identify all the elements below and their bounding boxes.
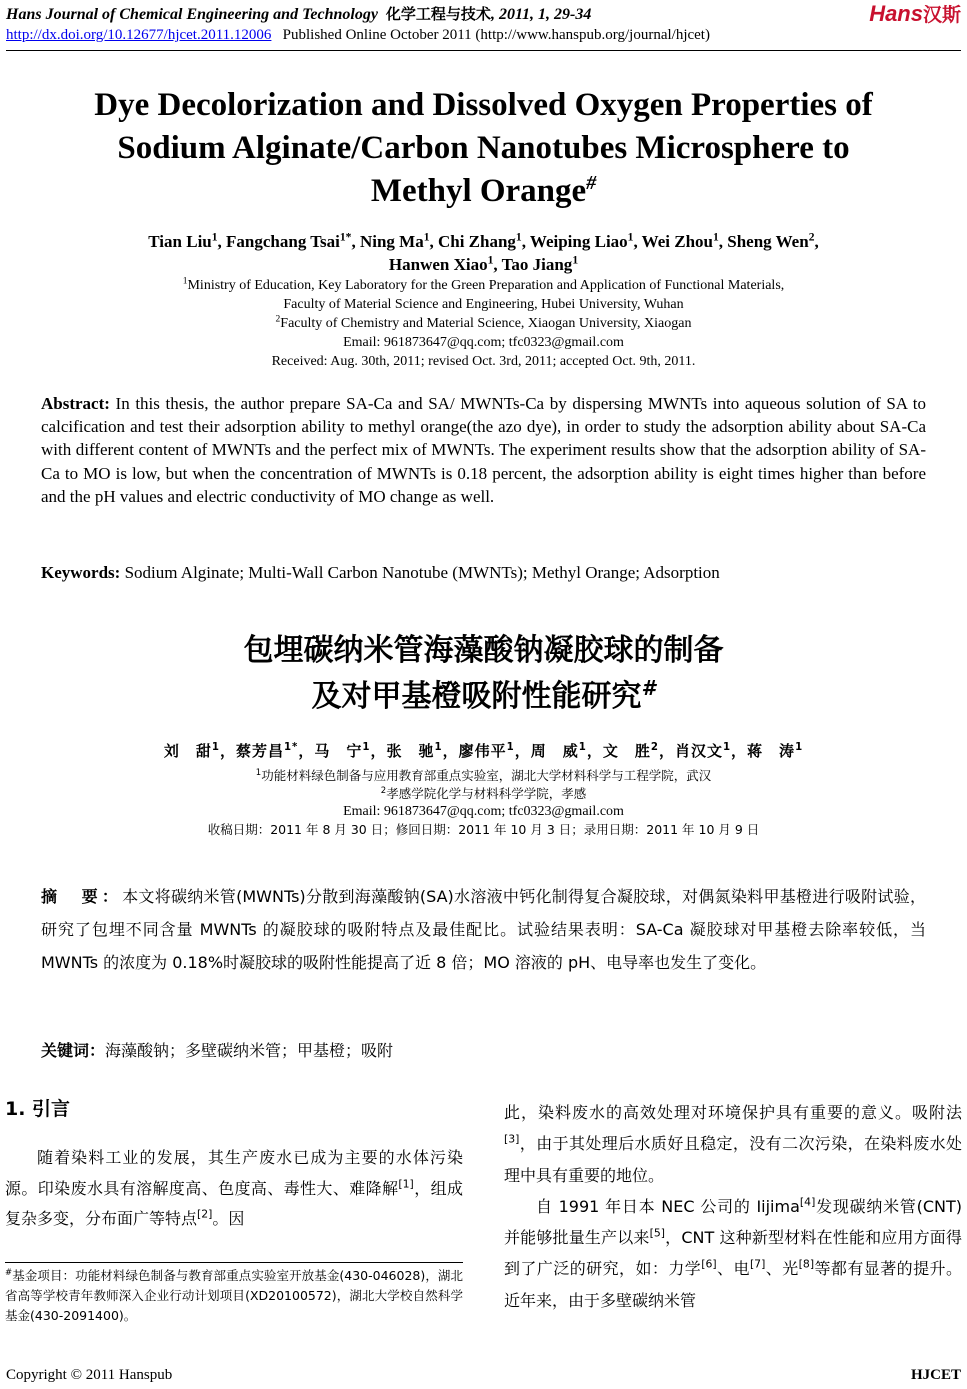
received-dates-cn: 收稿日期：2011 年 8 月 30 日；修回日期：2011 年 10 月 3 日；录用日期：2011 年 10 月 9 日 [207, 822, 760, 837]
affiliation-cn: $^1$功能材料绿色制备与应用教育部重点实验室，湖北大学材料科学与工程学院，武汉 $^2$孝感学院化学与材料科学学院，孝感 Email: 961873647@qq.com; tfc0323@gmail.com 收稿日期：2011 年 8 月 30 日；修回日期：2011 年 10 月 3 日；录用日期：2011 年 10 月 9 日 [30, 767, 937, 839]
email-en: Email: 961873647@qq.com; tfc0323@gmail.com [343, 335, 624, 350]
abstract-cn: 摘 要：本文将碳纳米管(MWNTs)分散到海藻酸钠(SA)水溶液中钙化制得复合凝胶球，对偶氮染料甲基橙进行吸附试验，研究了包埋不同含量 MWNTs 的凝胶球的吸附特点及最佳配比。试验结果表明：SA-Ca 凝胶球对甲基橙去除率较低，当 MWNTs 的浓度为 0.18%时凝胶球的吸附性能提高了近 8 倍；MO 溶液的 pH、电导率也发生了变化。 [41, 887, 926, 972]
paper-title-cn: 包埋碳纳米管海藻酸钠凝胶球的制备 及对甲基橙吸附性能研究# [243, 633, 724, 714]
body-column-right [504, 1097, 962, 1316]
journal-header [6, 3, 591, 24]
keywords-en: Keywords: Sodium Alginate; Multi-Wall Carbon Nanotube (MWNTs); Methyl Orange; Adsorption [41, 563, 720, 582]
intro-paragraph-1-cont: 此，染料废水的高效处理对环境保护具有重要的意义。吸附法[3]，由于其处理后水质好且稳定，没有二次污染，在染料废水处理中具有重要的地位。 [504, 1103, 962, 1185]
author-list-cn: 刘 甜$^1$，蔡芳昌$^{1*}$，马 宁$^1$，张 驰$^1$，廖伟平$^1$，周 威$^1$，文 胜$^2$，肖汉文$^1$，蒋 涛$^1$ [163, 742, 804, 760]
affiliation-en: $^1$Ministry of Education, Key Laboratory for the Green Preparation and Application of Functional Materials, Faculty of Material Science and Engineering, Hubei University, Wuhan $^2$Faculty of Chemistry and Material Science, Xiaogan University, Xiaogan Email: 961873647@qq.com; tfc0323@gmail.com Received: Aug. 30th, 2011; revised Oct. 3rd, 2011; accepted Oct. 9th, 2011. [30, 276, 937, 371]
journal-name: Hans Journal of Chemical Engineering and Technology [6, 6, 378, 23]
header-rule [6, 50, 961, 51]
intro-paragraph-1: 随着染料工业的发展，其生产废水已成为主要的水体污染源。印染废水具有溶解度高、色度高、毒性大、难降解[1]，组成复杂多变，分布面广等特点[2]。因 [5, 1148, 463, 1228]
abstract-en: Abstract: In this thesis, the author prepare SA-Ca and SA/ MWNTs-Ca by dispersing MWNTs into aqueous solution of SA to calcification and test their adsorption ability to methyl orange(the azo dye), in order to study the adsorption ability about SA-Ca with different content of MWNTs and the perfect mix of MWNTs. The experiment results show that the adsorption ability of SA-Ca to MO is low, but when the concentration of MWNTs is 0.18 percent, the adsorption ability is eight times higher than before and the pH values and electric conductivity of MO change as well. [41, 394, 926, 506]
header-doi-line [6, 27, 710, 44]
published-online: Published Online October 2011 (http://www.hanspub.org/journal/hjcet) [282, 27, 710, 43]
received-dates-en: Received: Aug. 30th, 2011; revised Oct. 3rd, 2011; accepted Oct. 9th, 2011. [271, 354, 696, 369]
intro-paragraph-2: 自 1991 年日本 NEC 公司的 Iijima[4]发现碳纳米管(CNT)并能够批量生产以来[5]，CNT 这种新型材料在性能和应用方面得到了广泛的研究，如：力学[6]、电[7]、光[8]等都有显著的提升。近年来，由于多壁碳纳米管 [504, 1195, 962, 1310]
copyright: Copyright © 2011 Hanspub [6, 1367, 173, 1383]
body-column-left [5, 1143, 463, 1235]
funding-footnote: #基金项目：功能材料绿色制备与教育部重点实验室开放基金(430-046028)，湖北省高等学校青年教师深入企业行动计划项目(XD20100572)，湖北大学校自然科学基金(430-2091400)。 [5, 1267, 463, 1323]
keywords-cn: 关键词：海藻酸钠；多壁碳纳米管；甲基橙；吸附 [41, 1041, 394, 1060]
doi-link[interactable]: http://dx.doi.org/10.12677/hjcet.2011.12006 [6, 27, 272, 43]
journal-name-cn: 化学工程与技术 [385, 5, 491, 23]
author-list-en: Tian Liu$^1$, Fangchang Tsai$^{1*}$, Ning Ma$^1$, Chi Zhang$^1$, Weiping Liao$^1$, Wei Zhou$^1$, Sheng Wen$^2$, Hanwen Xiao$^1$, Tao Jiang$^1$ [148, 230, 819, 274]
section-heading-intro: 1. 引言 [5, 1098, 71, 1120]
journal-abbreviation: HJCET [910, 1367, 961, 1383]
email-cn: Email: 961873647@qq.com; tfc0323@gmail.com [343, 804, 624, 819]
journal-issue: , 2011, 1, 29-34 [490, 6, 592, 23]
paper-title-en: Dye Decolorization and Dissolved Oxygen Properties of Sodium Alginate/Carbon Nanotubes Microsphere to Methyl Orange# [94, 87, 873, 209]
hans-logo: Hans汉斯 [869, 1, 961, 26]
footnote-rule [5, 1262, 463, 1263]
